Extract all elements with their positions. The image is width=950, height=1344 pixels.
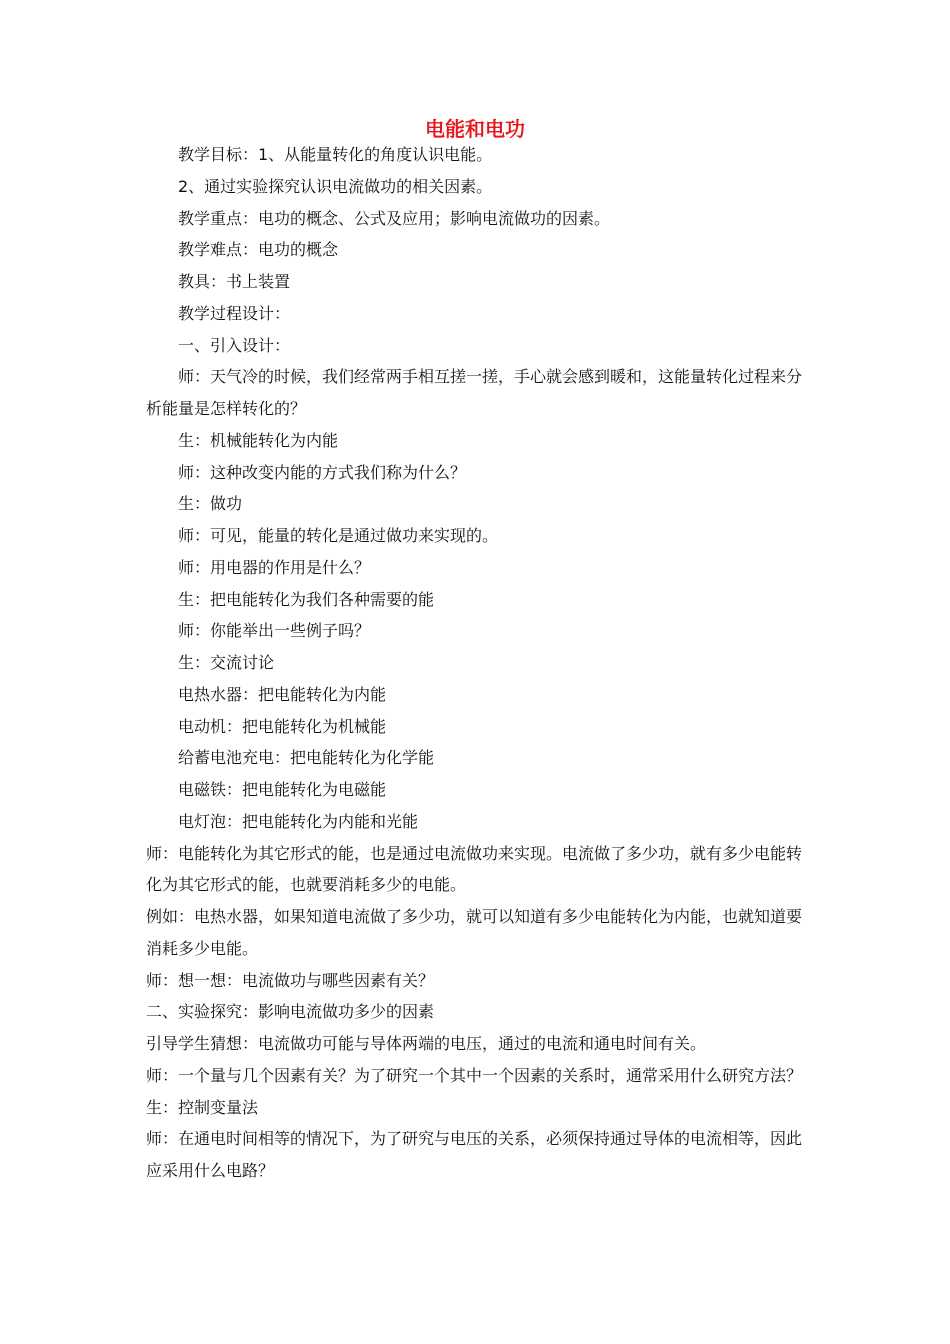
paragraph: 电动机：把电能转化为机械能 xyxy=(178,716,387,736)
paragraph: 电热水器：把电能转化为内能 xyxy=(178,684,387,704)
paragraph: 教学目标：1、从能量转化的角度认识电能。 xyxy=(178,145,493,164)
paragraph: 教学难点：电功的概念 xyxy=(178,240,339,260)
paragraph: 师：可见，能量的转化是通过做功来实现的。 xyxy=(178,526,499,545)
paragraph: 例如：电热水器，如果知道电流做了多少功，就可以知道有多少电能转化为内能，也就知道要消耗多少电能。 xyxy=(146,907,803,958)
paragraph: 生：机械能转化为内能 xyxy=(178,430,339,450)
paragraph: 师：天气冷的时候，我们经常两手相互搓一搓，手心就会感到暖和，这能量转化过程来分析能量是怎样转化的？ xyxy=(146,367,803,418)
document-title: 电能和电功 xyxy=(425,117,525,141)
paragraph: 生：交流讨论 xyxy=(178,653,275,672)
paragraph: 师：你能举出一些例子吗？ xyxy=(178,621,371,641)
paragraph: 师：这种改变内能的方式我们称为什么？ xyxy=(178,462,467,482)
paragraph: 师：一个量与几个因素有关？为了研究一个其中一个因素的关系时，通常采用什么研究方法？ xyxy=(146,1065,803,1085)
paragraph: 师：电能转化为其它形式的能，也是通过电流做功来实现。电流做了多少功，就有多少电能转化为其它形式的能，也就要消耗多少的电能。 xyxy=(146,843,803,895)
paragraph: 电灯泡：把电能转化为内能和光能 xyxy=(178,811,419,831)
paragraph: 给蓄电池充电：把电能转化为化学能 xyxy=(178,748,435,768)
paragraph: 二、实验探究：影响电流做功多少的因素 xyxy=(146,1002,435,1022)
paragraph: 生：把电能转化为我们各种需要的能 xyxy=(178,589,435,609)
paragraph: 师：在通电时间相等的情况下，为了研究与电压的关系，必须保持通过导体的电流相等，因此应采用什么电路？ xyxy=(146,1129,803,1180)
paragraph: 师：想一想：电流做功与哪些因素有关？ xyxy=(146,970,435,990)
paragraph: 教学过程设计： xyxy=(178,303,291,323)
paragraph: 教学重点：电功的概念、公式及应用；影响电流做功的因素。 xyxy=(178,208,611,228)
paragraph: 师：用电器的作用是什么？ xyxy=(178,557,371,577)
paragraph: 2、通过实验探究认识电流做功的相关因素。 xyxy=(178,176,493,196)
paragraph: 教具：书上装置 xyxy=(178,272,291,291)
paragraph: 生：做功 xyxy=(178,494,243,514)
paragraph: 引导学生猜想：电流做功可能与导体两端的电压，通过的电流和通电时间有关。 xyxy=(146,1034,707,1053)
paragraph: 一、引入设计： xyxy=(178,335,291,355)
document-body xyxy=(146,139,811,1187)
paragraph: 电磁铁：把电能转化为电磁能 xyxy=(178,780,387,799)
paragraph: 生：控制变量法 xyxy=(146,1097,259,1117)
